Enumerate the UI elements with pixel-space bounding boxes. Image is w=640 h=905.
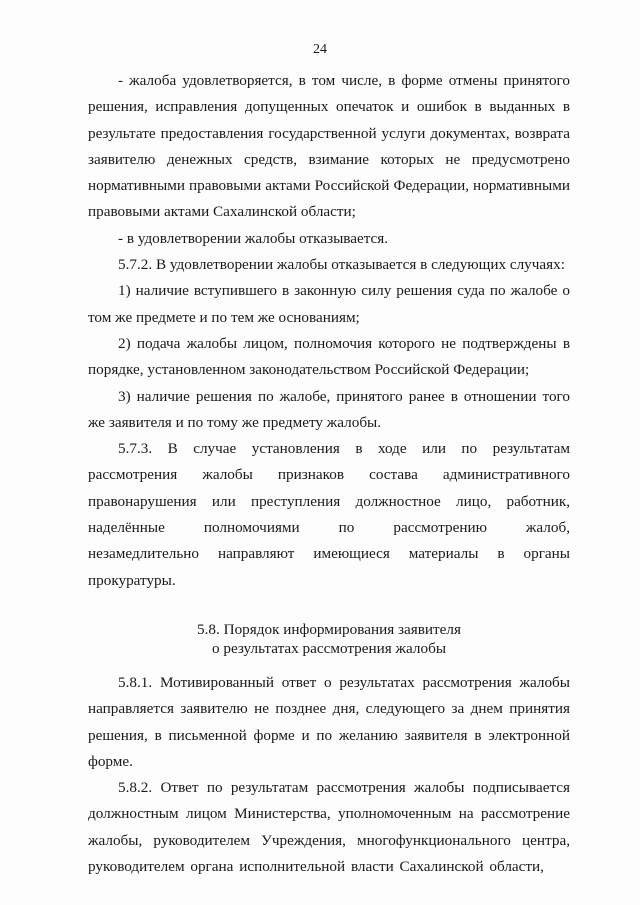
paragraph-complaint-rejected: - в удовлетворении жалобы отказывается. <box>118 229 389 247</box>
paragraph-complaint-satisfied: - жалоба удовлетворяется, в том числе, в форме отмены принятого решения, исправления допущенных опечаток и ошибок в выданных в результате предоставления государственной услуги документах, возврата заявителю денежных средств, взимание которых не предусмотрено нормативными правовыми актами Российской Федерации, нормативными правовыми актами Сахалинской области; <box>88 72 570 221</box>
paragraph-5-7-3: 5.7.3. В случае установления в ходе или по результатам рассмотрения жалобы признаков состава административного правонарушения или преступления должностное лицо, работник, наделённые полномочиями по рассмотрению жалоб, незамедлительно направляют имеющиеся материалы в органы прокуратуры. <box>88 440 570 589</box>
page-number: 24 <box>313 42 327 57</box>
paragraph-item-3: 3) наличие решения по жалобе, принятого ранее в отношении того же заявителя и по тому же предмету жалобы. <box>88 387 570 431</box>
section-heading-line-2: о результатах рассмотрения жалобы <box>211 639 447 657</box>
paragraph-5-8-2: 5.8.2. Ответ по результатам рассмотрения жалобы подписывается должностным лицом Министерства, уполномоченным на рассмотрение жалобы, руководителем Учреждения, многофункционального центра, руководителем органа исполнительной власти Сахалинской области, <box>88 779 570 876</box>
paragraph-item-2: 2) подача жалобы лицом, полномочия которого не подтверждены в порядке, установленном законодательством Российской Федерации; <box>88 334 570 379</box>
document-body <box>88 68 570 880</box>
section-heading-line-1: 5.8. Порядок информирования заявителя <box>197 620 461 638</box>
paragraph-5-7-2: 5.7.2. В удовлетворении жалобы отказывается в следующих случаях: <box>118 256 565 274</box>
paragraph-5-8-1: 5.8.1. Мотивированный ответ о результатах рассмотрения жалобы направляется заявителю не позднее дня, следующего за днем принятия решения, в письменной форме и по желанию заявителя в электронной форме. <box>88 673 570 770</box>
section-heading-5-8 <box>88 620 570 658</box>
paragraph-item-1: 1) наличие вступившего в законную силу решения суда по жалобе о том же предмете и по тем же основаниям; <box>88 282 570 326</box>
